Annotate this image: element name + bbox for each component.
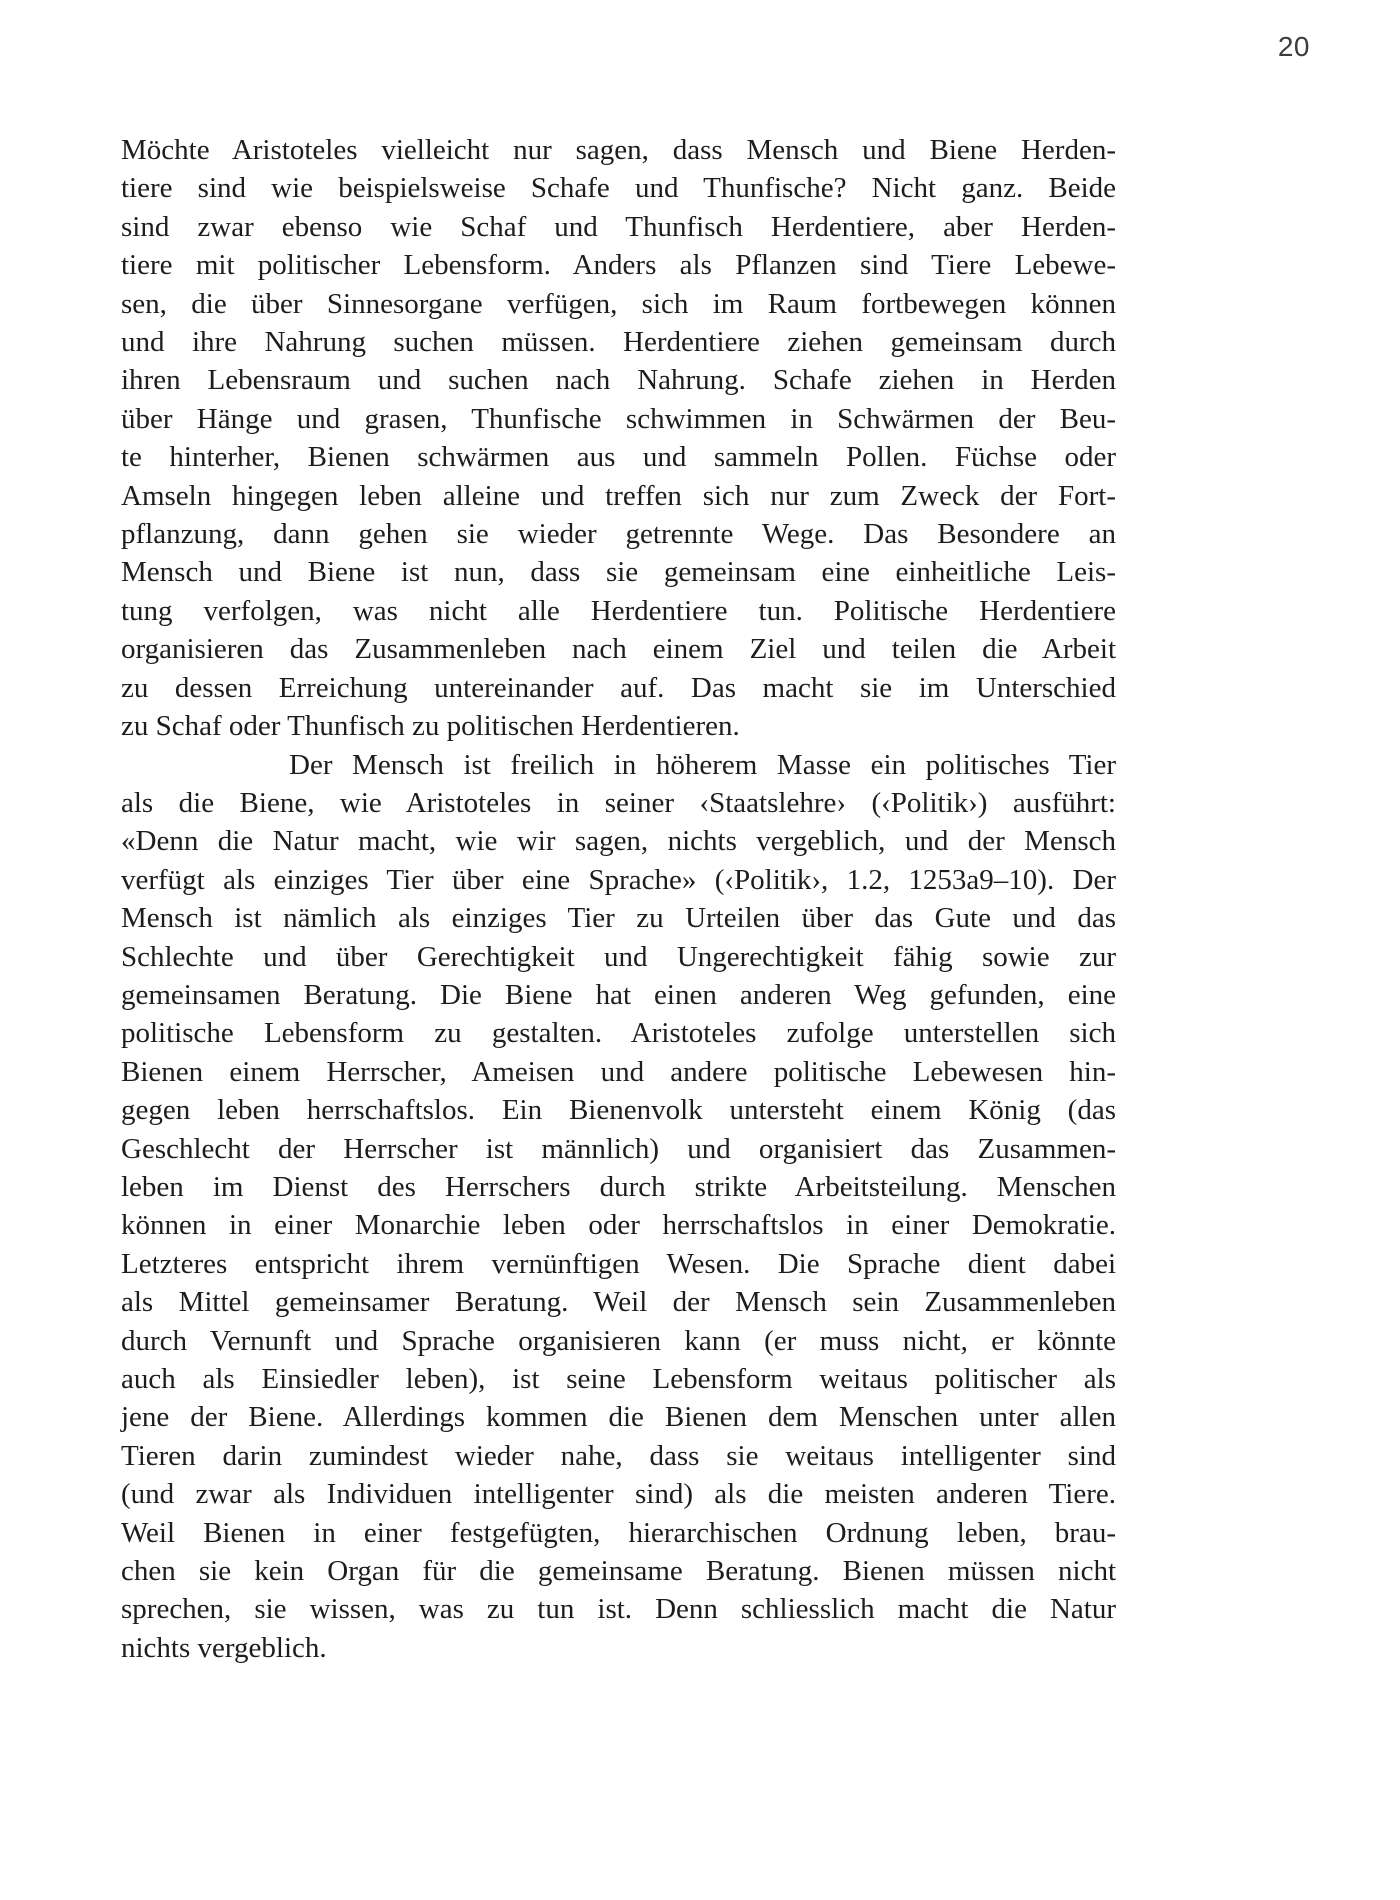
- text-line: Weil Bienen in einer festgefügten, hierarchischen Ordnung leben, brau-: [121, 1516, 1116, 1549]
- text-line: sprechen, sie wissen, was zu tun ist. Denn schliesslich macht die Natur: [121, 1593, 1116, 1626]
- text-line: und ihre Nahrung suchen müssen. Herdentiere ziehen gemeinsam durch: [121, 326, 1116, 359]
- text-line: (und zwar als Individuen intelligenter sind) als die meisten anderen Tiere.: [121, 1478, 1116, 1511]
- text-line: Mensch und Biene ist nun, dass sie gemeinsam eine einheitliche Leis-: [121, 556, 1116, 589]
- text-line: «Denn die Natur macht, wie wir sagen, nichts vergeblich, und der Mensch: [121, 825, 1116, 858]
- text-line: ihren Lebensraum und suchen nach Nahrung. Schafe ziehen in Herden: [121, 364, 1116, 397]
- text-line: Amseln hingegen leben alleine und treffen sich nur zum Zweck der Fort-: [121, 479, 1116, 512]
- text-line: Geschlecht der Herrscher ist männlich) und organisiert das Zusammen-: [121, 1132, 1116, 1165]
- text-line: Schlechte und über Gerechtigkeit und Ungerechtigkeit fähig sowie zur: [121, 940, 1116, 973]
- text-line: politische Lebensform zu gestalten. Aristoteles zufolge unterstellen sich: [121, 1017, 1116, 1050]
- text-line: tiere sind wie beispielsweise Schafe und Thunfische? Nicht ganz. Beide: [121, 172, 1116, 205]
- page-number: 20: [1277, 31, 1310, 62]
- text-line: Der Mensch ist freilich in höherem Masse ein politisches Tier: [289, 748, 1116, 781]
- text-line: über Hänge und grasen, Thunfische schwimmen in Schwärmen der Beu-: [121, 402, 1116, 435]
- body-text: [121, 131, 1116, 1667]
- text-line: durch Vernunft und Sprache organisieren kann (er muss nicht, er könnte: [121, 1324, 1116, 1357]
- text-line: zu Schaf oder Thunfisch zu politischen Herdentieren.: [121, 710, 740, 743]
- text-line: können in einer Monarchie leben oder herrschaftslos in einer Demokratie.: [121, 1209, 1116, 1242]
- text-line: pflanzung, dann gehen sie wieder getrennte Wege. Das Besondere an: [121, 518, 1116, 551]
- text-line: zu dessen Erreichung untereinander auf. Das macht sie im Unterschied: [121, 671, 1116, 704]
- text-line: gegen leben herrschaftslos. Ein Bienenvolk untersteht einem König (das: [121, 1094, 1116, 1127]
- text-line: tiere mit politischer Lebensform. Anders als Pflanzen sind Tiere Lebewe-: [121, 249, 1116, 282]
- text-line: Tieren darin zumindest wieder nahe, dass sie weitaus intelligenter sind: [121, 1439, 1116, 1472]
- text-line: te hinterher, Bienen schwärmen aus und sammeln Pollen. Füchse oder: [121, 441, 1116, 474]
- text-line: tung verfolgen, was nicht alle Herdentiere tun. Politische Herdentiere: [121, 594, 1116, 627]
- text-line: verfügt als einziges Tier über eine Sprache» (‹Politik›, 1.2, 1253a9–10). Der: [121, 863, 1116, 896]
- text-line: gemeinsamen Beratung. Die Biene hat einen anderen Weg gefunden, eine: [121, 978, 1116, 1011]
- text-line: Letzteres entspricht ihrem vernünftigen Wesen. Die Sprache dient dabei: [121, 1247, 1116, 1280]
- text-line: nichts vergeblich.: [121, 1631, 327, 1664]
- text-line: sen, die über Sinnesorgane verfügen, sich im Raum fortbewegen können: [121, 287, 1116, 320]
- text-line: Bienen einem Herrscher, Ameisen und andere politische Lebewesen hin-: [121, 1055, 1116, 1088]
- text-line: auch als Einsiedler leben), ist seine Lebensform weitaus politischer als: [121, 1363, 1116, 1395]
- text-line: jene der Biene. Allerdings kommen die Bienen dem Menschen unter allen: [121, 1401, 1116, 1434]
- text-line: chen sie kein Organ für die gemeinsame Beratung. Bienen müssen nicht: [121, 1555, 1116, 1588]
- text-line: Mensch ist nämlich als einziges Tier zu Urteilen über das Gute und das: [121, 902, 1116, 935]
- text-line: organisieren das Zusammenleben nach einem Ziel und teilen die Arbeit: [121, 633, 1116, 666]
- text-line: als Mittel gemeinsamer Beratung. Weil der Mensch sein Zusammenleben: [121, 1286, 1116, 1319]
- text-line: leben im Dienst des Herrschers durch strikte Arbeitsteilung. Menschen: [121, 1170, 1116, 1203]
- text-line: als die Biene, wie Aristoteles in seiner ‹Staatslehre› (‹Politik›) ausführt:: [121, 786, 1116, 819]
- text-line: Möchte Aristoteles vielleicht nur sagen, dass Mensch und Biene Herden-: [121, 134, 1116, 166]
- text-line: sind zwar ebenso wie Schaf und Thunfisch Herdentiere, aber Herden-: [121, 210, 1116, 243]
